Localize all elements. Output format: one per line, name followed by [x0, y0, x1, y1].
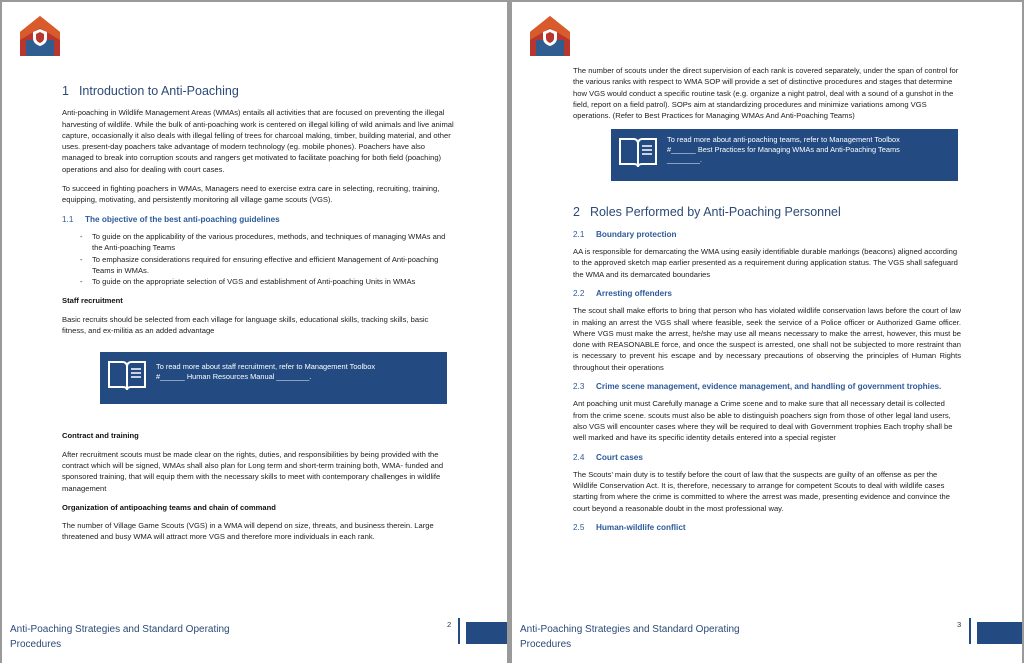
callout-box	[611, 129, 958, 181]
heading-title: Introduction to Anti-Poaching	[78, 84, 239, 98]
book-icon	[107, 358, 147, 392]
boundary-protection-paragraph: AA is responsible for demarcating the WMA using easily identifiable durable markings (beacons) aligned according to the approved sketch map earlier presented as a requirement during application status. The VGS shall safeguard the WMA and its demarcated boundaries	[573, 247, 958, 279]
heading-number: 2	[573, 205, 580, 220]
logo-icon	[528, 14, 572, 58]
intro-paragraph-1: Anti-poaching in Wildlife Management Areas (WMAs) entails all activities that are focused on preventing the illegal harvesting of wildlife. While the bulk of anti-poaching work is centered on illegal killing of wild animals and live animal capture, occasionally it also deals with illegal felling of trees for charcoal making, timber, building material, and other uses. present-day poachers take advantage of modern technology (eg. mobile phones). Poachers have also managed to break into corruption scouts and rangers get motivated to facilitate poaching for both field (poaching) operations and also for dealing with court cases.	[62, 108, 454, 174]
subheading-court-cases	[573, 452, 961, 463]
page-3-content	[573, 65, 961, 539]
intro-paragraph-2: To succeed in fighting poachers in WMAs, Managers need to exercise extra care in selecting, recruiting, training, equipping, motivating, and persistently monitoring all village game scouts (VGS).	[62, 184, 440, 205]
subheading-title: Boundary protection	[596, 229, 677, 239]
subheading-arresting-offenders	[573, 288, 961, 299]
section-heading-roles	[573, 207, 961, 218]
page-3	[512, 2, 1022, 663]
callout-line: To read more about anti-poaching teams, refer to Management Toolbox	[667, 135, 900, 145]
subheading-crime-scene	[573, 381, 961, 392]
page-2	[2, 2, 507, 663]
list-item: - To guide on the applicability of the various procedures, methods, and techniques of managing WMAs and the Anti-poaching Teams	[62, 231, 454, 254]
page-number: 3	[957, 620, 962, 629]
objective-list	[62, 231, 454, 287]
subheading-human-wildlife-conflict	[573, 522, 961, 533]
subheading-objective	[62, 214, 454, 225]
contract-training-heading: Contract and training	[62, 431, 139, 441]
footer-title: Anti-Poaching Strategies and Standard Operating Procedures	[520, 624, 740, 650]
subheading-title: Human-wildlife conflict	[596, 523, 686, 533]
subheading-boundary-protection	[573, 229, 961, 240]
subheading-number: 2.5	[573, 523, 585, 533]
list-item: - To emphasize considerations required for ensuring effective and efficient Management of Anti-poaching Teams in WMAs.	[62, 254, 454, 277]
footer-bar	[977, 622, 1022, 644]
subheading-number: 1.1	[62, 214, 74, 224]
crime-scene-paragraph: Ant poaching unit must Carefully manage a Crime scene and to make sure that all necessary detail is collected from the crime scene. scouts must also be able to distinguish poachers sign from those of other legal land users, also VGS will encounter cases where they will be required to deal with Government trophies Each trophy shall be well marked and have its specific identity details entered into a special register	[573, 399, 953, 443]
court-cases-paragraph: The Scouts’ main duty is to testify before the court of law that the suspects are guilty of an offense as per the Wildlife Conservation Act. It is, therefore, necessary to arrange for competent Scouts to deal with wildlife cases starting from where the crime is committed to where the arrest was made, presenting evidence and convince the court beyond a reasonable doubt in the most professional way.	[573, 469, 950, 513]
subheading-number: 2.1	[573, 229, 585, 239]
subheading-title: Arresting offenders	[596, 288, 672, 298]
span-of-control-paragraph: The number of scouts under the direct supervision of each rank is covered separately, under the span of control for the various ranks with respect to WMA SOP will provide a set of distinctive procedures and stages that determine how VGS would conduct a specific routine task (e.g. organize a night patrol, deal with a sound of a gunshot in the field, report on a field patrol). SOPs aim at standardizing procedures and minimize variations among VGS operations. (Refer to Best Practices for Managing WMAs And Anti-Poaching Teams)	[573, 66, 959, 121]
footer-title: Anti-Poaching Strategies and Standard Operating Procedures	[10, 624, 230, 650]
page-number: 2	[447, 620, 452, 629]
organization-heading: Organization of antipoaching teams and chain of command	[62, 502, 276, 512]
staff-recruitment-paragraph: Basic recruits should be selected from each village for language skills, educational skills, tracking skills, basic fitness, and ex-militia as an added advantage	[62, 314, 429, 336]
heading-title: Roles Performed by Anti-Poaching Personnel	[589, 205, 841, 220]
book-icon	[618, 135, 658, 169]
callout-line: #______ Human Resources Manual ________.	[156, 372, 312, 382]
footer-bar	[466, 622, 507, 644]
callout-line: To read more about staff recruitment, refer to Management Toolbox	[156, 362, 376, 372]
section-heading-introduction	[62, 86, 454, 97]
staff-recruitment-heading: Staff recruitment	[62, 296, 123, 306]
subheading-title: Court cases	[596, 452, 643, 462]
footer-divider	[969, 618, 971, 644]
subheading-title: The objective of the best anti-poaching guidelines	[85, 214, 280, 224]
footer-divider	[458, 618, 460, 644]
callout-line: ________.	[667, 155, 702, 165]
callout-text	[667, 135, 950, 165]
heading-number: 1	[62, 84, 69, 98]
subheading-number: 2.4	[573, 452, 585, 462]
list-item: - To guide on the appropriate selection of VGS and establishment of Anti-poaching Units in WMAs	[62, 276, 454, 287]
logo-icon	[18, 14, 62, 58]
organization-paragraph: The number of Village Game Scouts (VGS) in a WMA will depend on size, threats, and business therein. Large threatened and busy WMA will attract more VGS and therefore more individuals in each rank.	[62, 521, 434, 542]
arresting-offenders-paragraph: The scout shall make efforts to bring that person who has violated wildlife conservation laws before the court of law in making an arrest the VGS shall where feasible, seek the service of a Police officer or Authorized Game officer. Where VGS must make the arrest, he/she may use all means necessary to make the arrest, however, this must be done with REASONABLE force, and once the suspect is arrested, one shall not be subjected to more restraint than is necessary to prevent his escape and by necessary precautions of observing the principles of Human Rights throughout their operations	[573, 306, 961, 372]
subheading-number: 2.3	[573, 382, 585, 392]
subheading-title: Crime scene management, evidence management, and handling of government trophies.	[596, 382, 942, 392]
callout-line: #______ Best Practices for Managing WMAs and Anti-Poaching Teams	[667, 145, 900, 155]
subheading-number: 2.2	[573, 288, 585, 298]
callout-text	[156, 362, 439, 382]
callout-box	[100, 352, 447, 404]
page-2-content	[62, 86, 454, 551]
contract-training-paragraph: After recruitment scouts must be made clear on the rights, duties, and responsibilities by being provided with the contract which will be signed, WMAs shall also plan for Long term and short-term training both, WMA- funded and sponsored training, that will equip them with the necessary skills to meet with contemporary challenges in wildlife management	[62, 449, 444, 493]
